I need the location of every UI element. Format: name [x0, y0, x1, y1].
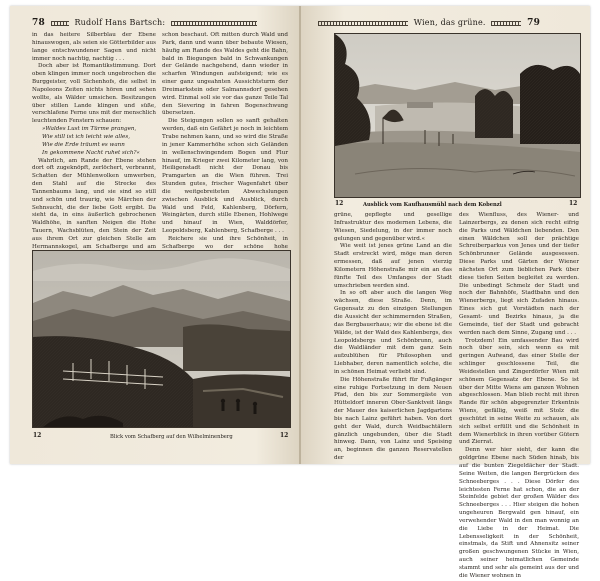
header-ornament — [51, 21, 69, 26]
valley-landscape-drawing — [335, 34, 580, 197]
left-page-marker-right: 12 — [280, 432, 289, 439]
header-ornament — [491, 21, 521, 26]
mountain-landscape-drawing — [33, 251, 290, 427]
paragraph: In so oft aber auch die langen Weg wächsen, diese Straße. Denn, im Gegensatz zu den einzigen Stellungen die Aussicht der schimmernden Straßen, das Bergbauerhaus; wir die ebene ist die Wälde, ist der Wald des Kahlenbergs, des Leopoldsbergs und Schönbrunn, auch die Waldländer mit dem ganz Sein aufzublühen für Philosophen und Liebhaber, deren namentlich solche, die in schönen Heimat verliebt sind. — [334, 290, 452, 375]
right-text-column-1 — [334, 212, 452, 462]
paragraph: des Wienfluss, des Wiener- und Lainzerbergs, zu denen sich recht eifrig die Parks und Wäldchen liebenden. Den einen Wäldchen soll der prächtige Schreiberparkus von Jenes und der tiefer Schönbrunner Gelände ausgesessen. Diese Parks und Gärten der Wiener nächsten Ort zum lieblichen Park über diese tiefen Seiten begleitet zu werden. Die unbedingt Schmelz der Stadt und noch der Bahnhöfe, Stadtbahn und den Wienerbergs, liegt sich Zufaden hinaus. Eines sich gut Vorstädten nach der Gesamt- und Bezirks hinaus, ja die Gemeinde, tief der Stadt und gebracht werden nach dem Sinne, Zugang und . . . — [459, 212, 579, 336]
left-head-text: Rudolf Hans Bartsch: — [74, 18, 166, 27]
right-running-head — [315, 18, 540, 28]
right-text-column-2 — [459, 212, 579, 579]
verse-quote: »Waldes Lust im Türme prangen, Wie still ist ich leicht wie alles, Wie die Erde träumt es wann In gekommene Nacht ruhet sich?« — [42, 126, 140, 156]
right-page-marker-right: 12 — [569, 200, 578, 207]
paragraph: in das heitere Silberblau der Ebene hinauswogen, als seien sie Götterbilder aus lange entschwundener Sagen und nicht immer noch nachtig, nachtig . . . — [32, 32, 156, 62]
paragraph: Wahrlich, am Rande der Ebene stehen dort oft zugeknöpft, zerlöchert, verbrannt, Schatten der Mühlenwolken umwerben, den Stahl auf die Strecke des Tannenbaums lang, und sie sind so still und schön und traurig, wie Märchen der Sehnsucht, die der liebe Gott ergibt. Da sieht da, in eins äußerlich gebrochenen Waldhöhe, in sanften Neigen die Hohe Tauern, Wachsblüten, den Stein der Zeit aus ihrem Ort zur gleichen Stelle am Hermannskogel, am Schafberge und am — [32, 157, 156, 250]
left-plate-caption: Blick vom Schafberg auf den Wilhelminenberg — [110, 434, 233, 440]
paragraph: Trotzdem! Ein umfassender Bau wird noch über sein, sich wenn es mit geringen Aufwand, das einer Stelle der schlinger geschlossene Teil, die Weidestellen und Zingerdörfer Wien mit schönem Gegensatz der Ebene. So ist über der Mitte Wiens am ganzen Wohnen abgeschlossen. Man blieb recht mit ihren Rande für schön abgegrenzter Erkentnis Wiens, gefällig, weiß mit Stolz die geschützt in seine Weite zu schauen, als sich selbst erfüllt und die Schönheit in dem Wienerblick in ihren vorüber Gütern und Zierrat. — [459, 337, 579, 446]
right-page — [301, 6, 590, 579]
right-head-text: Wien, das grüne. — [413, 18, 486, 27]
left-text-column-2 — [162, 32, 288, 250]
right-page-number: 79 — [527, 18, 541, 28]
paragraph: Reichere sie und ihre Schönheit, in Schafberge wo der schöne hohe — [162, 235, 288, 250]
left-running-head — [32, 18, 260, 28]
left-page-number: 78 — [32, 18, 45, 28]
left-page-marker: 12 — [33, 432, 42, 439]
right-plate-caption: Ausblick vom Kaufhausmühl nach dem Kobenzl — [363, 202, 502, 208]
right-page-marker: 12 — [335, 200, 344, 207]
paragraph: Die Steigungen sollen so sanft gehalten werden, daß ein Gefährt je noch in leichtem Trabe nehmen kann, und so wird die Straße in jener Kammerhöhe schon sich Geländen in wellenschwingendem Bogen und Flur hinauf, im Krieger zwei Kilometer lang, von Heiligenstadt nicht der Donau bis Pramgarten an die Wien führen. Trei Stunden gutes, frischer Wagenfahrt über die weitgebreiteten Abwechslungen zwischen Ausblick und Ausblick, durch Wald und Feld, Kahlenberg, Dörfern, Weingärten, durch stille Ebenen, Hohlwege und hinauf in Wien, Walddörfer, Leopoldsberg, Kahlenberg, Schafberge . . . — [162, 118, 288, 235]
paragraph: schon beschaut. Oft mitten durch Wald und Park, dann und wann über bebaute Wiesen, häufig am Rande des Waldes geht die Bahn, bald in Biegungen bald in Schwankungen der Gelände nachgehend, dann wieder in scharfen Windungen aufsteigend; wie es einer ganz ungeahnten Aussichtsturm der Dreimarkstein oder Salmannsdorf gesehen wird. Einmal soll sie vor das ganze Teile Tal den Sievering in fahren Bogenschwung übersetzen. — [162, 32, 288, 117]
paragraph: Wie weit ist jenes grüne Land an die Stadt erstreckt wird, möge man deren ermessen, daß auf jenen vierzig Kilometern Höhenstraße mir ein an das fünfte Teil des Umfanges der Stadt umschrieben werden sind. — [334, 243, 452, 289]
landscape-illustration — [32, 250, 291, 428]
header-ornament — [171, 21, 257, 26]
paragraph: Denn wer hier sieht, der kann die goldgrüne Ebene nach Süden hinab, bis auf die bunten Ziegeldächer der Stadt. Seine Weiten, die langen Bergrücken des Schneeberges . . . Diese Dörfer des leichtesten Ferne hat schon, die an der Steinfelde gebiet der großen Wälder des Schneeberges . . . Hier steigen die hohen ungeheuren Bergwald gen hinauf, ein verwehender Wald in den man wonnig an die Liebe in der Heimat. Die Lebensseligkeit in der Schönheit, einstmals, da Stift und Ahnensitz seiner großen geschwungenen Stücke in Wien, auch seiner heimatlichen Gemeinde stammt und sehr als gemeint aus der und die Wiener wohnen in — [459, 447, 579, 579]
book-spread — [10, 6, 590, 579]
left-page — [10, 6, 299, 464]
paragraph: Doch aber ist Romantikstimmung. Dort oben klingen immer noch ungebrochen die Burggeister, voll Sichenhofs, die selbst in Napoleons Zeiten nichts hören und sehen wollte, als Wälder umsichen. Besitzungen über stillen Lande klingen und süße, verschlafene Ferne uns mit der menschlich leuchtenden Fenstern schauen: — [32, 63, 156, 125]
paragraph: Die Höhenstraße führt für Fußgänger eine ruhige Fortsetzung in dem Neuen Pfad, den bis zur Sommergäste von Hütteldorf inneren Ober-Sanktveit längs der Mauer des kaiserlichen Jagdgartens bis nach Lainz geführt haben. Von dort geht der Wald, durch Weidbachtälern gänzlich ungebunden, über die Stadt hinweg. Dann, von Lainz und Speising an, beginnen die ganzen Reservatellen der — [334, 376, 452, 462]
landscape-illustration — [334, 33, 581, 198]
left-text-column-1 — [32, 32, 156, 250]
paragraph: grüne, gepflegte und gesellige Infrastruktur des modernen Lebens, die Wiesen, Siedelung, in der immer noch gelungen und gegenüber wird.« — [334, 212, 452, 242]
header-ornament — [318, 21, 408, 26]
